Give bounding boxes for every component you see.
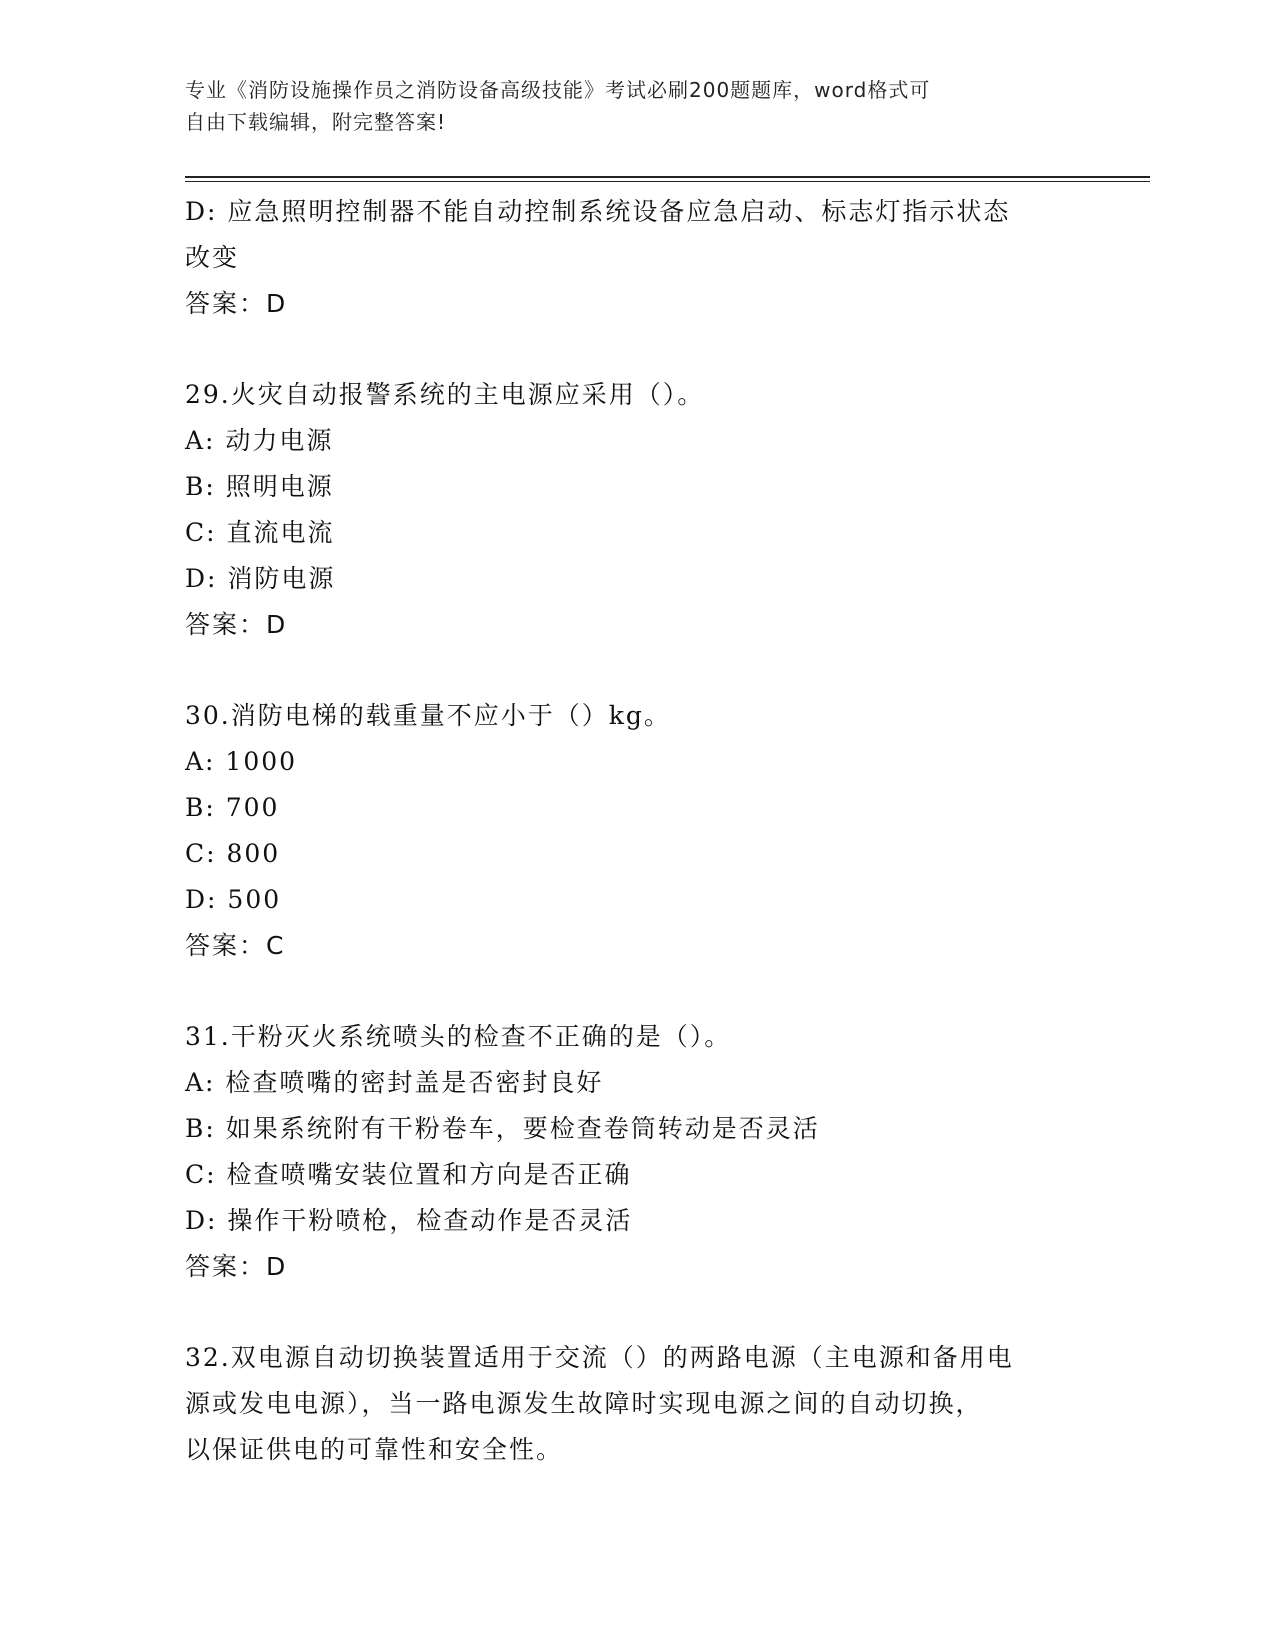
header-line-2: 自由下载编辑，附完整答案! (185, 110, 447, 134)
option-d: D: 消防电源 (185, 564, 336, 593)
question-block-32 (185, 1335, 1085, 1473)
question-block-31 (185, 1014, 1085, 1290)
option-d: D: 500 (185, 885, 282, 914)
question-stem: 30.消防电梯的载重量不应小于（）kg。 (185, 701, 671, 730)
question-stem-continued: 以保证供电的可靠性和安全性。 (185, 1435, 564, 1464)
question-stem-continued: 源或发电电源），当一路电源发生故障时实现电源之间的自动切换， (185, 1389, 983, 1418)
option-a: A: 动力电源 (185, 426, 334, 455)
option-c: C: 直流电流 (185, 518, 335, 547)
option-b: B: 如果系统附有干粉卷车，要检查卷筒转动是否灵活 (185, 1114, 820, 1143)
question-block-28 (185, 189, 1085, 327)
option-a: A: 1000 (185, 747, 298, 776)
option-b: B: 照明电源 (185, 472, 334, 501)
option-a: A: 检查喷嘴的密封盖是否密封良好 (185, 1068, 604, 1097)
question-block-29 (185, 372, 1085, 648)
answer-line: 答案：D (185, 1252, 288, 1281)
option-d: D: 应急照明控制器不能自动控制系统设备应急启动、标志灯指示状态 (185, 197, 1011, 226)
option-b: B: 700 (185, 793, 280, 822)
spacer (185, 327, 1085, 372)
header-line-1: 专业《消防设施操作员之消防设备高级技能》考试必刷200题题库，word格式可 (185, 78, 931, 102)
answer-line: 答案：C (185, 931, 286, 960)
question-stem: 31.干粉灭火系统喷头的检查不正确的是（）。 (185, 1022, 732, 1051)
answer-line: 答案：D (185, 610, 288, 639)
option-c: C: 800 (185, 839, 281, 868)
header-rule-thick (185, 176, 1150, 178)
option-d-continued: 改变 (185, 243, 240, 272)
question-list (185, 189, 1085, 1473)
document-header (185, 74, 1085, 138)
spacer (185, 648, 1085, 693)
header-rule-thin (185, 181, 1150, 182)
spacer (185, 969, 1085, 1014)
question-stem: 32.双电源自动切换装置适用于交流（）的两路电源（主电源和备用电 (185, 1343, 1014, 1372)
question-block-30 (185, 693, 1085, 969)
option-d: D: 操作干粉喷枪，检查动作是否灵活 (185, 1206, 633, 1235)
spacer (185, 1290, 1085, 1335)
answer-line: 答案：D (185, 289, 288, 318)
question-stem: 29.火灾自动报警系统的主电源应采用（）。 (185, 380, 705, 409)
option-c: C: 检查喷嘴安装位置和方向是否正确 (185, 1160, 632, 1189)
